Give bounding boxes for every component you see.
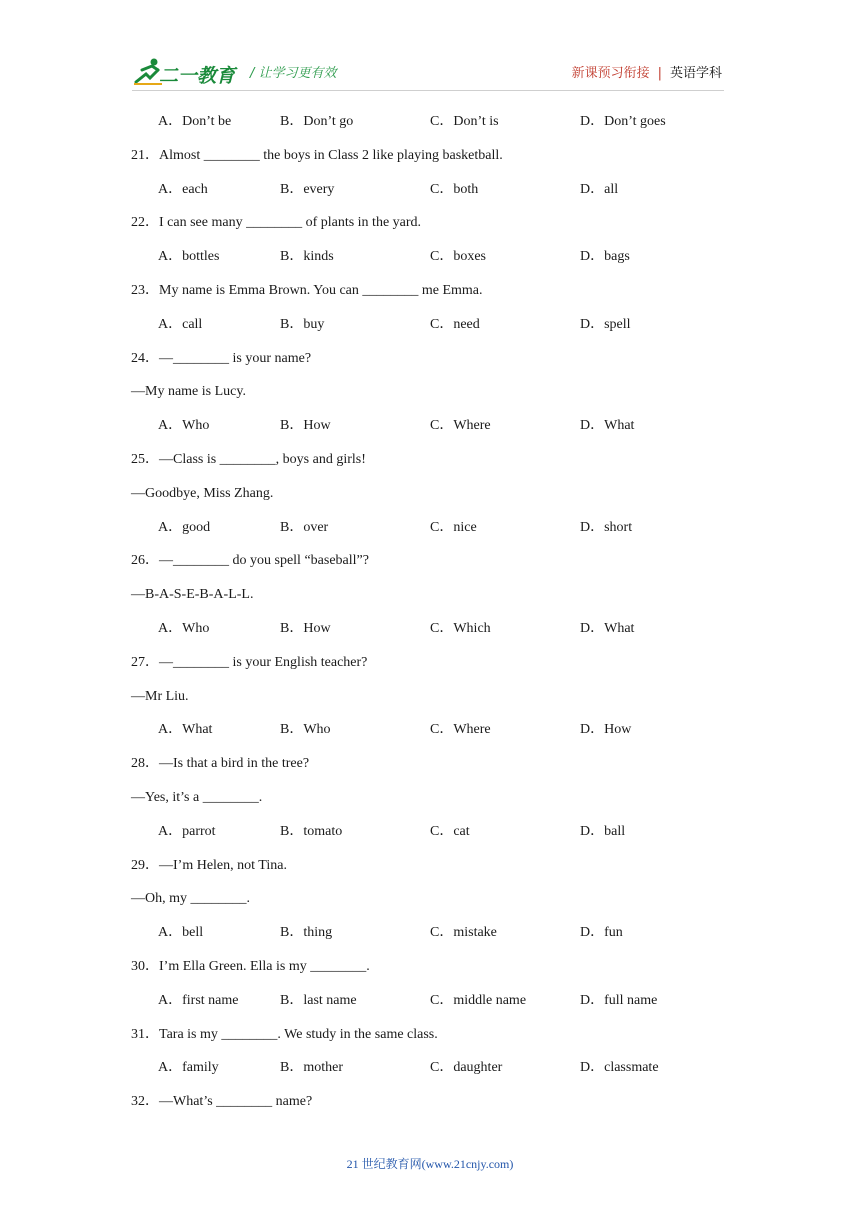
answer-option[interactable]: D．classmate: [580, 1060, 659, 1075]
answer-option[interactable]: A．Who: [158, 418, 210, 433]
page-footer: 21 世纪教育网(www.21cnjy.com): [346, 1157, 514, 1171]
answer-option[interactable]: D．What: [580, 621, 635, 636]
header-divider: [132, 90, 724, 91]
answer-option[interactable]: B．Don’t go: [280, 114, 354, 129]
header-course-label: 新课预习衔接: [571, 66, 650, 81]
answer-option[interactable]: C．middle name: [430, 993, 527, 1008]
answer-option[interactable]: A．parrot: [158, 824, 216, 839]
answer-option[interactable]: A．What: [158, 722, 213, 737]
answer-option[interactable]: A．Who: [158, 621, 210, 636]
answer-option[interactable]: C．Which: [430, 621, 491, 636]
question-line: 22．I can see many ________ of plants in the yard.: [131, 215, 422, 230]
answer-option[interactable]: B．tomato: [280, 824, 343, 839]
answer-option[interactable]: A．each: [158, 182, 208, 197]
answer-option[interactable]: B．kinds: [280, 249, 334, 264]
answer-option[interactable]: C．mistake: [430, 925, 497, 940]
question-line: —Yes, it’s a ________.: [131, 790, 263, 805]
question-line: 28．—Is that a bird in the tree?: [131, 756, 310, 771]
question-line: —Mr Liu.: [131, 689, 189, 704]
answer-option[interactable]: C．boxes: [430, 249, 486, 264]
question-line: 27．—________ is your English teacher?: [131, 655, 368, 670]
answer-option[interactable]: D．fun: [580, 925, 623, 940]
answer-option[interactable]: C．nice: [430, 520, 477, 535]
answer-option[interactable]: A．good: [158, 520, 211, 535]
answer-option[interactable]: C．both: [430, 182, 479, 197]
answer-option[interactable]: D．Don’t goes: [580, 114, 666, 129]
answer-option[interactable]: D．bags: [580, 249, 630, 264]
answer-option[interactable]: B．Who: [280, 722, 331, 737]
logo-text: 二一教育: [159, 65, 236, 87]
header-right: [572, 62, 722, 81]
header-separator: |: [657, 66, 662, 81]
question-line: 30．I’m Ella Green. Ella is my ________.: [131, 959, 370, 974]
question-line: 26．—________ do you spell “baseball”?: [131, 553, 369, 568]
answer-option[interactable]: A．bottles: [158, 249, 220, 264]
question-line: —Goodbye, Miss Zhang.: [131, 486, 274, 501]
question-line: —Oh, my ________.: [131, 891, 250, 906]
answer-option[interactable]: B．over: [280, 520, 329, 535]
answer-option[interactable]: B．How: [280, 621, 331, 636]
question-line: 24．—________ is your name?: [131, 351, 312, 366]
answer-option[interactable]: D．all: [580, 182, 619, 197]
answer-option[interactable]: C．Don’t is: [430, 114, 499, 129]
question-line: 21．Almost ________ the boys in Class 2 like playing basketball.: [131, 148, 503, 163]
question-line: 25．—Class is ________, boys and girls!: [131, 452, 366, 467]
answer-option[interactable]: C．daughter: [430, 1060, 503, 1075]
question-line: 23．My name is Emma Brown. You can ________ me Emma.: [131, 283, 483, 298]
answer-option[interactable]: C．Where: [430, 722, 491, 737]
answer-option[interactable]: C．need: [430, 317, 480, 332]
question-line: 29．—I’m Helen, not Tina.: [131, 858, 287, 873]
answer-option[interactable]: A．call: [158, 317, 203, 332]
answer-option[interactable]: A．Don’t be: [158, 114, 232, 129]
question-line: —B-A-S-E-B-A-L-L.: [131, 587, 254, 602]
answer-option[interactable]: C．cat: [430, 824, 470, 839]
answer-option[interactable]: A．first name: [158, 993, 239, 1008]
answer-option[interactable]: D．ball: [580, 824, 626, 839]
answer-option[interactable]: D．full name: [580, 993, 658, 1008]
question-line: 32．—What’s ________ name?: [131, 1094, 313, 1109]
answer-option[interactable]: C．Where: [430, 418, 491, 433]
answer-option[interactable]: D．How: [580, 722, 632, 737]
answer-option[interactable]: B．last name: [280, 993, 357, 1008]
answer-option[interactable]: B．every: [280, 182, 335, 197]
answer-option[interactable]: D．spell: [580, 317, 631, 332]
question-line: —My name is Lucy.: [131, 384, 246, 399]
header-subject-label: 英语学科: [669, 66, 722, 81]
logo: [132, 56, 242, 90]
question-line: 31．Tara is my ________. We study in the same class.: [131, 1027, 438, 1042]
answer-option[interactable]: B．How: [280, 418, 331, 433]
slogan: / 让学习更有效: [250, 66, 337, 81]
answer-option[interactable]: D．short: [580, 520, 633, 535]
answer-option[interactable]: B．buy: [280, 317, 325, 332]
answer-option[interactable]: A．family: [158, 1060, 219, 1075]
answer-option[interactable]: A．bell: [158, 925, 204, 940]
page-header: [0, 0, 860, 100]
answer-option[interactable]: D．What: [580, 418, 635, 433]
answer-option[interactable]: B．mother: [280, 1060, 343, 1075]
answer-option[interactable]: B．thing: [280, 925, 333, 940]
